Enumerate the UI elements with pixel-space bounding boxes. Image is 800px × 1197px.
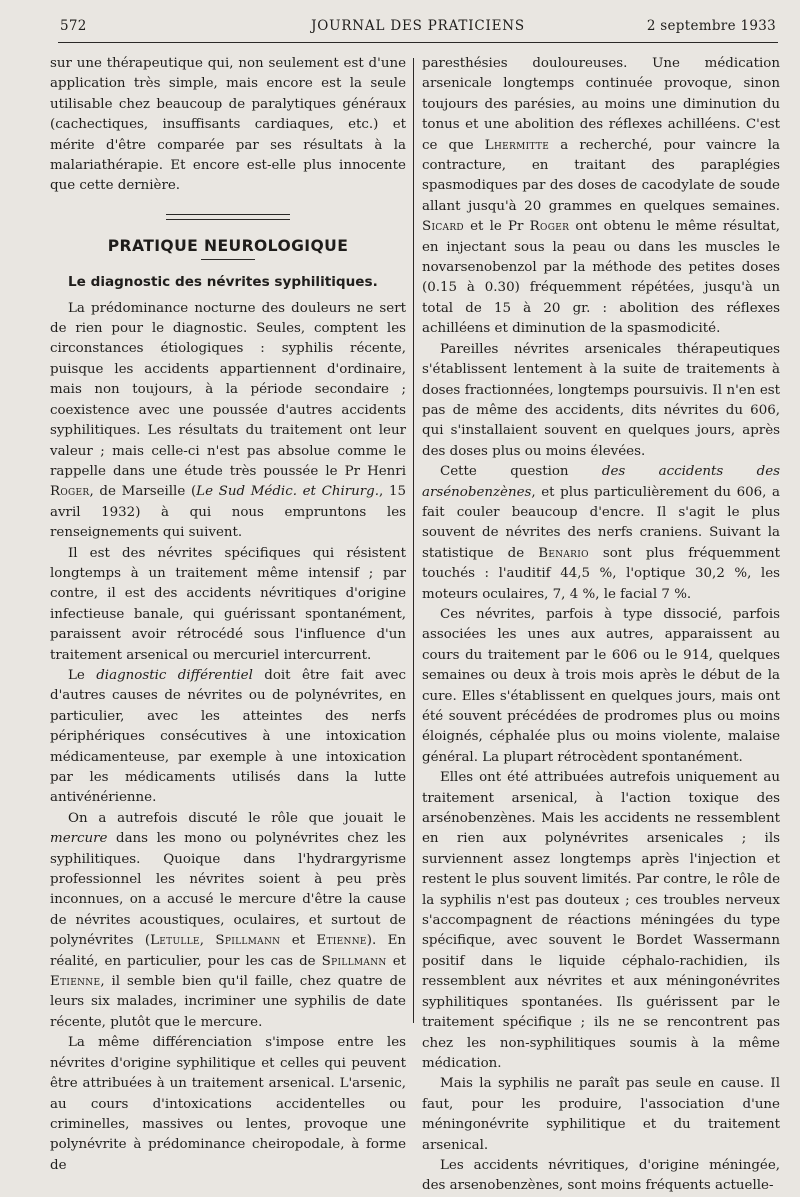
right-paragraph-5: Elles ont été attribuées autrefois uniquement au traitement arsenical, à l'action toxique des arsénobenzènes. Mais les accidents ne ressemblent en rien aux polynévrites arsenicales ; ils surviennent assez longtemps après l'injection et restent le plus souvent limités. Par contre, le rôle de la syphilis n'est pas douteux ; ces troubles nerveux s'accompagnent de réactions méningées du type spécifique, avec souvent le Bordet Wassermann positif dans le liquide céphalo-rachidien, ils ressemblent aux névrites et aux méningonévrites syphilitiques spontanées. Ils guérissent par le traitement spécifique ; ils ne se rencontrent pas chez les non-syphilitiques soumis à la même médication. xyxy=(422,770,780,1071)
section-separator xyxy=(166,214,290,220)
issue-date: 2 septembre 1933 xyxy=(646,18,776,34)
right-column xyxy=(422,54,780,1197)
journal-title: JOURNAL DES PRATICIENS xyxy=(311,18,525,34)
section-title: PRATIQUE NEUROLOGIQUE xyxy=(107,236,349,255)
paragraph-1: La prédominance nocturne des douleurs ne sert de rien pour le diagnostic. Seules, comptent les circonstances étiologiques : syphilis récente, puisque les accidents appartiennent d'ordinaire, mais non toujours, à la période secondaire ; coexistence avec une poussée d'autres accidents syphilitiques. Les résultats du traitement ont leur valeur ; mais celle-ci n'est pas absolue comme le rappelle dans une étude très poussée le Pr Henri Roger, de Marseille (Le Sud Médic. et Chirurg., 15 avril 1932) à qui nous empruntons les renseignements qui suivent. xyxy=(50,300,406,541)
right-paragraph-1: paresthésies douloureuses. Une médication arsenicale longtemps continuée provoque, sinon toujours des parésies, au moins une diminution du tonus et une abolition des réflexes achilléens. C'est ce que Lhermitte a recherché, pour vaincre la contracture, en traitant des paraplégies spasmodiques par des doses de cacodylate de soude allant jusqu'à 20 grammes en quelques semaines. Sicard et le Pr Roger ont obtenu le même résultat, en injectant sous la peau ou dans les muscles le novarsenobenzol par la méthode des petites doses (0.15 à 0.30) fréquemment répétées, jusqu'à un total de 15 à 20 gr. : abolition des réflexes achilléens et diminution de la spasmodicité. xyxy=(422,56,780,337)
right-paragraph-4: Ces névrites, parfois à type dissocié, parfois associées les unes aux autres, apparaissent au cours du traitement par le 606 ou le 914, quelques semaines ou deux à trois mois après le début de la cure. Elles s'établissent en quelques jours, mais ont été souvent précédées de prodromes plus ou moins éloignés, céphalée plus ou moins violente, malaise général. La plupart rétrocèdent spontanément. xyxy=(422,606,780,765)
right-paragraph-2: Pareilles névrites arsenicales thérapeutiques s'établissent lentement à la suite de traitements à doses fractionnées, longtemps poursuivis. Il n'en est pas de même des accidents, dits névrites du 606, qui s'installaient souvent en quelques jours, après des doses plus ou moins élevées. xyxy=(422,341,780,459)
continuation-paragraph: sur une thérapeutique qui, non seulement est d'une application très simple, mais encore est la seule utilisable chez beaucoup de paralytiques généraux (cachectiques, insuffisants cardiaques, etc.) et mérite d'être comparée par ses résultats à la malariathérapie. Et encore est-elle plus innocente que cette dernière. xyxy=(50,56,406,194)
article-title: Le diagnostic des névrites syphilitiques. xyxy=(68,274,378,291)
right-paragraph-7: Les accidents névritiques, d'origine méningée, des arsenobenzènes, sont moins fréquents actuelle- xyxy=(422,1157,780,1194)
header-rule xyxy=(58,42,778,43)
paragraph-3: Le diagnostic différentiel doit être fait avec d'autres causes de névrites ou de polynévrites, en particulier, avec les atteintes des nerfs périphériques consécutives à une intoxication médicamenteuse, par exemple à une intoxication par les médicaments utilisés dans la lutte antivénérienne. xyxy=(50,667,406,806)
paragraph-4: On a autrefois discuté le rôle que jouait le mercure dans les mono ou polynévrites chez les syphilitiques. Quoique dans l'hydrargyrisme professionnel les névrites soient à peu près inconnues, on a accusé le mercure d'être la cause de névrites acoustiques, oculaires, et surtout de polynévrites (Letulle, Spillmann et Etienne). En réalité, en particulier, pour les cas de Spillmann et Etienne, il semble bien qu'il faille, chez quatre de leurs six malades, incriminer une syphilis de date récente, plutôt que le mercure. xyxy=(50,810,407,1030)
page-header xyxy=(58,18,778,40)
column-divider xyxy=(413,58,414,1023)
paragraph-2: Il est des névrites spécifiques qui résistent longtemps à un traitement même intensif ; par contre, il est des accidents névritiques d'origine infectieuse banale, qui guérissant spontanément, paraissent avoir rétrocédé sous l'influence d'un traitement arsenical ou mercuriel intercurrent. xyxy=(50,545,406,663)
right-paragraph-3: Cette question des accidents des arsénobenzènes, et plus particulièrement du 606, a fait couler beaucoup d'encre. Il s'agit le plus souvent de névrites des nerfs craniens. Suivant la statistique de Benario sont plus fréquemment touchés : l'auditif 44,5 %, l'optique 30,2 %, les moteurs oculaires, 7, 4 %, le facial 7 %. xyxy=(422,464,780,602)
title-underline xyxy=(201,259,255,260)
right-paragraph-6: Mais la syphilis ne paraît pas seule en cause. Il faut, pour les produire, l'association d'une méningonévrite syphilitique et du traitement arsenical. xyxy=(422,1076,780,1153)
page-number: 572 xyxy=(60,18,87,34)
left-column xyxy=(50,54,406,1176)
paragraph-5: La même différenciation s'impose entre les névrites d'origine syphilitique et celles qui peuvent être attribuées à un traitement arsenical. L'arsenic, au cours d'intoxications accidentelles ou criminelles, massives ou lentes, provoque une polynévrite à prédominance cheiropodale, à forme de xyxy=(50,1035,406,1173)
